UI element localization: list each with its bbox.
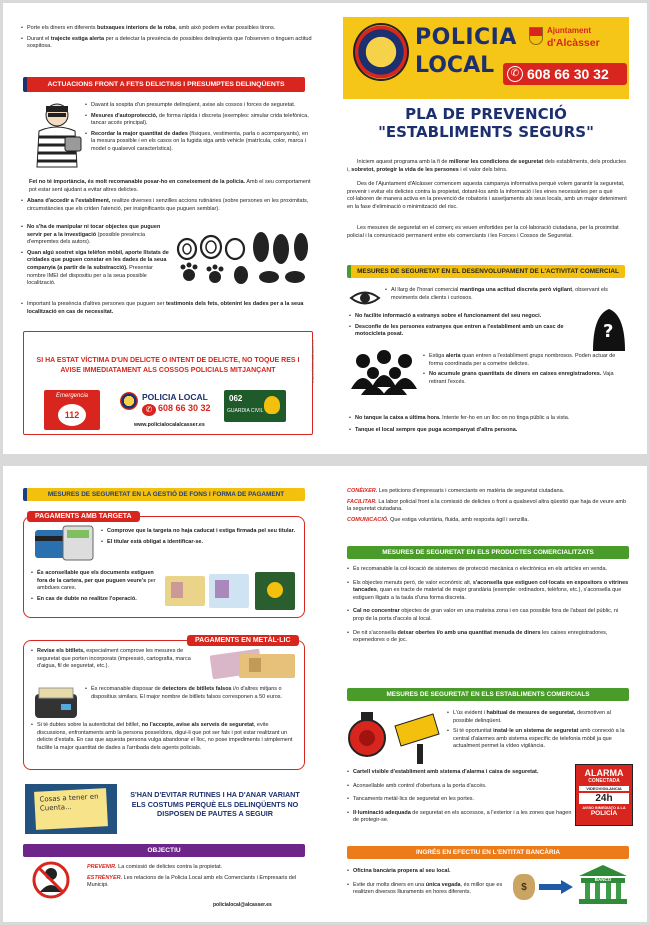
productes-title: MESURES DE SEGURETAT EN ELS PRODUCTES COMERCIALITZATS — [347, 546, 629, 559]
e-bullet-1: • L'ús evident i habitual de mesures de seguretat, desmotiven al possible delinqüent. — [447, 710, 629, 725]
banknotes-icon — [209, 648, 299, 682]
act-bullet-1: • Davant la sospita d'un presumpte delinqüent, avise als cossos i forces de seguretat. — [85, 102, 311, 110]
id-documents-icon — [163, 570, 299, 612]
mt-bullet-1: • Revise els bitllets, especialment comprove les mesures de seguretat que porten incorporats (impressió, cartografia, marca d'aigua, fil de seguretat, etc.). — [31, 648, 207, 671]
objectiu-comunicacio: COMUNICACIÓ. Que estiga voluntària, fluida, amb resposta àgil i senzilla. — [347, 516, 529, 523]
police-badge-small-icon — [120, 392, 138, 410]
page1-right — [325, 3, 647, 454]
m-bullet-7: • Tanque el local sempre que puga acompanyat d'altra persona. — [349, 427, 629, 435]
act-bullet-7: • Important la presència d'altres persones que puguen ser testimonis dels fets, obtenint les dades per a la seua localització en cas de necessitat. — [21, 301, 313, 316]
act-bullet-4: • Abans d'accedir a l'establiment, realitze diverses i senzilles accions rutinàries (sobre persones en les proximitats, circumstàncies que els criden l'atenció, per insignificants que puguen semblar). — [21, 198, 313, 213]
guardia-civil-logo — [224, 390, 286, 422]
gc-number: 062 — [229, 394, 243, 403]
gc-emblem-icon — [264, 396, 280, 414]
t-bullets-1-2 — [101, 528, 297, 549]
footer-phone[interactable]: 608 66 30 32 — [158, 403, 211, 413]
objectiu-coneixer: CONÈIXER. Les peticions d'empresaris i comerciants en matèria de seguretat ciutadana. — [347, 488, 565, 494]
act-bullets-2b — [21, 224, 171, 291]
arrow-right-icon — [539, 880, 573, 894]
t-bullet-2: • El titular està obligat a identificar-se. — [101, 539, 297, 547]
t-bullet-3: • És aconsellable que els documents estiguen fora de la cartera, per que puguen veure's per ambdues cares. — [31, 570, 159, 593]
counterfeit-detector-icon — [31, 684, 81, 722]
mt-bullet-3: • Si té dubtes sobre la autenticitat del bitllet, no l'accepte, avise als serveis de seguretat, evite discussions, enfrontaments amb la persona posseïdora, digui-li que pot ser fals i pot estar realitzant un delicte d'estafa. En cas que aquesta persona vulga abandonar el lloc, no pose impediments i simplement facilite la major quantitat de dades a l'arribada dels agents policials. — [31, 722, 299, 752]
money-bag-icon: $ — [513, 874, 535, 900]
intro-paragraph-1: Iniciem aquest programa amb la fi de millorar les condicions de seguretat dels establiments, dels productes i, sobretot, protegir la vida de les persones i el valor dels béns. — [347, 159, 627, 173]
mesures-activitat-title: MESURES DE SEGURETAT EN EL DESENVOLUPAMENT DE L'ACTIVITAT COMERCIAL — [347, 265, 625, 278]
alarm-sign-line-5: AVISO INMEDIATO A LA — [582, 806, 626, 810]
objectiu-estrenyer: ESTRÈNYER. Les relacions de la Policia Local amb els Comerciants i Empresaris del Municipi. — [87, 874, 297, 889]
establiments-title: MESURES DE SEGURETAT EN ELS ESTABLIMENTS COMERCIALS — [347, 688, 629, 701]
e-bullets-1-2 — [447, 710, 629, 754]
page1-left — [3, 3, 325, 454]
plan-title — [343, 105, 629, 141]
thief-figure-icon — [31, 101, 83, 173]
objectiu-facilitar: FACILITAR. La labor policial front a la comissió de delictes o front a qualsevol altra qüestió que haja de veure amb la seguretat ciutadana. — [347, 498, 627, 513]
fingerprints-footprints-icon — [175, 229, 313, 289]
act-note: Fet no té importància, és molt recomanable posar-ho en coneixement de la policia. Amb el seu comportament pot estar sent ajudant a evitar altres delictes. — [29, 179, 311, 193]
top-bullets — [21, 25, 313, 54]
header-banner — [343, 17, 629, 99]
mt-bullet-1-wrap — [31, 648, 207, 674]
m-bullet-2: • No facilite informació a estranys sobre el funcionament del seu negoci. — [349, 313, 585, 321]
e-bullet-5: • Tancaments metàl·lics de seguretat en les portes. — [347, 796, 573, 804]
page2-left — [3, 466, 325, 922]
m-bullet-3: • Desconfie de les persones estranyes que entren a l'establiment amb un casc de motocicleta posat. — [349, 324, 585, 339]
metalic-title: PAGAMENTS EN METÀL·LIC — [187, 635, 299, 646]
page2-right — [325, 466, 647, 922]
bank-title: INGRÉS EN EFECTIU EN L'ENTITAT BANCÀRIA — [347, 846, 629, 859]
emergency-number: 112 — [58, 404, 86, 426]
alarm-sign-line-1: ALARMA — [584, 768, 624, 778]
m-bullet-6: • No tanque la caixa a última hora. Intente fer-ho en un lloc on no tinga públic a la vista. — [349, 415, 629, 423]
p-bullet-3: • Cal no concentrar objectes de gran valor en una mateixa zona i en cas possible fora de l'abast del públic, ni prop de la porta d'accés al local. — [347, 608, 629, 623]
police-shield-icon — [353, 23, 409, 81]
p-bullets — [347, 566, 629, 648]
ajuntament-line-1: Ajuntament — [547, 26, 591, 35]
act-bullet-5: • No s'ha de manipular ni tocar objectes que puguen servir per a la investigació (possible presència d'empremtes dels autors). — [21, 224, 171, 247]
header-phone-box[interactable] — [503, 63, 627, 85]
intro-paragraph-2: Des de l'Ajuntament d'Alcàsser comencem aquesta campanya informativa perquè volem garantir la seguretat, prevenir i evitar els delictes contra la propietat, dotant-los amb la informació i les eines necessàries per a què col·laboren de manera activa en la prevenció de robatoris i assetjaments als seus locals, amb un major deteniment en la fase d'eliminació o minimització del risc. — [347, 181, 627, 210]
phone-icon: ✆ — [142, 404, 156, 416]
mt-bullet-2: • És recomanable disposar de detectors de bitllets falsos i/o d'altres mitjans o dispositius similars. El major nombre de bitllets falsos corresponen a 50 euros. — [85, 686, 299, 701]
objectiu-items — [87, 864, 301, 890]
bank-building-icon — [577, 864, 629, 904]
objectiu-title: OBJECTIU — [23, 844, 305, 857]
header-phone-icon: ✆ — [507, 66, 523, 82]
fons-title: MESURES DE SEGURETAT EN LA GESTIÓ DE FONS I FORMA DE PAGAMENT — [23, 488, 305, 501]
alarm-sign-line-2: CONECTADA — [588, 778, 620, 784]
objectiu-continued — [347, 488, 629, 524]
footer-policia-local: POLICIA LOCAL — [142, 392, 208, 402]
m-bullets-2-3 — [349, 313, 585, 342]
alarm-sign-line-6: POLICÍA — [590, 810, 618, 817]
m-bullet-1-wrap — [385, 287, 629, 305]
mt-bullet-2-wrap — [85, 686, 299, 704]
emergency-112-logo — [44, 390, 100, 430]
actuacions-title: ACTUACIONS FRONT A FETS DELICTIUS I PRESUMPTES DELINQÜENTS — [23, 77, 305, 92]
act-bullet-3: • Recordar la major quantitat de dades (físiques, vestimenta, parla o acompanyants), en la mesura possible i en els casos on la fugida siga amb vehicle (matrícula, color, marca i model o qualsevol característica). — [85, 131, 311, 154]
page-2 — [3, 466, 647, 922]
act-bullets-2c — [21, 301, 313, 319]
b-bullets — [347, 868, 507, 900]
e-bullet-6: • Il·luminació adequada de seguretat en els accessos, a l'exterior i a les zones que hagen de protegir-se. — [347, 810, 573, 825]
plan-title-line-2: "ESTABLIMENTS SEGURS" — [378, 123, 594, 141]
sticky-note: Cosas a tener en Cuenta... — [34, 788, 108, 830]
top-bullet-2: • Durant el trajecte estiga alerta per a detectar la presència de possibles delinqüents que l'observen o tinguen actitud sospitosa. — [21, 36, 313, 51]
bank-building — [577, 864, 629, 904]
svg-text:?: ? — [603, 321, 614, 342]
m-bullet-4: • Estiga alerta quan entren a l'establiment grups nombrosos. Poden actuar de forma coordinada per a cometre delictes. — [423, 353, 629, 368]
bank-label: BANCO — [594, 877, 612, 882]
p-bullet-2: • Els objectes menuts però, de valor econòmic alt, s'aconsella que estiguen col·locats en expositors o vitrines tancades, quan es tracte de material de major grandària (exemple: ordinadors, telèfons, etc.), s'aconsella que estiguen lligats a la taula d'una forma discreta. — [347, 580, 629, 603]
b-bullet-2: • Evite dur molts diners en una única vegada, és millor que es realitzen diversos lliuraments en hores diferents. — [347, 882, 507, 897]
rutines-text: S'HAN D'EVITAR RUTINES I HA D'ANAR VARIANT ELS COSTUMS PERQUÈ ELS DELINQÜENTS NO DISPOSEN DE PAUTES A SEGUIR — [130, 790, 300, 819]
header-phone-number: 608 66 30 32 — [527, 66, 609, 82]
m-bullets-6-7 — [349, 415, 629, 437]
header-title-policia: POLICIA — [415, 25, 517, 50]
m-bullet-1: • Al llarg de l'horari comercial mantinga una actitud discreta però vigilant, observant els moviments dels clients i curiosos. — [385, 287, 629, 302]
act-bullet-2: • Mesures d'autoprotecció, de forma ràpida i discreta (exemples: simular crida telefònica, tancar accés principal). — [85, 113, 311, 128]
group-people-icon — [349, 349, 419, 395]
alarm-sign-line-4: 24h — [579, 793, 629, 804]
emergency-label: Emergencia — [55, 393, 88, 399]
e-bullet-4: • Aconsellable amb control d'obertura a la porta d'accés. — [347, 783, 573, 791]
alarm-camera-icon — [347, 708, 443, 766]
ajuntament-crest-icon — [529, 27, 543, 45]
note-board — [25, 784, 117, 834]
card-payment-icon — [33, 524, 97, 562]
t-bullets-3-4 — [31, 570, 159, 606]
act-bullets — [85, 102, 311, 157]
header-title-local: LOCAL — [415, 53, 495, 78]
p-bullet-4: • De nit s'aconsella deixar obertes i/o amb una quantitat menuda de diners les caixes enregistradores, expenedores o de joc. — [347, 630, 629, 645]
top-bullet-1: • Porte els diners en diferents butxaques interiors de la roba, amb això podem evitar possibles tirons. — [21, 25, 313, 33]
plan-title-line-1: PLA DE PREVENCIÓ — [405, 105, 567, 123]
m-bullets-4-5 — [423, 353, 629, 389]
alarm-sign-line-3: VIDEOVIGILANCIA — [579, 786, 629, 791]
ajuntament-line-2: d'Alcàsser — [547, 37, 600, 49]
act-bullets-2a — [21, 198, 313, 216]
side-website-text: www.policialocalalcasser.es — [311, 340, 315, 383]
b-bullet-1: • Oficina bancària propera al seu local. — [347, 868, 507, 876]
hooded-suspect-icon — [589, 305, 629, 353]
gc-label: GUARDIA CIVIL — [227, 408, 264, 414]
eye-icon — [349, 287, 381, 309]
t-bullet-1: • Comprove que la targeta no haja caducat i estiga firmada pel seu titular. — [101, 528, 297, 536]
no-thief-icon — [31, 860, 71, 900]
targeta-title: PAGAMENTS AMB TARGETA — [27, 511, 140, 522]
victim-box — [23, 331, 313, 435]
t-bullet-4: • En cas de dubte no realitze l'operació. — [31, 596, 159, 604]
contact-email-link[interactable]: policialocal@alcasser.es — [213, 902, 272, 908]
p-bullet-1: • És recomanable la col·locació de sistemes de protecció mecànica o electrònica en els articles en venda. — [347, 566, 629, 574]
intro-paragraph-3: Les mesures de seguretat en el comerç es veuen enfortides per la col·laboració ciutadana, per la proximitat policial i la comunicació permanent entre els comerciants i les Forces i Cossos de Seguretat. — [347, 225, 619, 239]
e-bullet-2: • Si té oportunitat instal·le un sistema de seguretat amb connexió a la central d'alarmes amb sistema específic de telefonia mòbil ja que actualment permet la vídeo vigilància. — [447, 728, 629, 751]
page-1 — [3, 3, 647, 454]
footer-website-link[interactable]: www.policialocalalcasser.es — [134, 422, 205, 428]
e-bullet-3: • Cartell visible d'establiment amb sistema d'alarma i caixa de seguretat. — [347, 769, 573, 777]
act-bullet-6: • Quan algú sostret siga telèfon mòbil, aporte llistats de cridades que puguen constar en les dades de la seua companyia (a partir de la substracció). Presentar nombre IMEI del dispositiu per a la seua possible localització. — [21, 250, 171, 288]
m-bullet-5: • No acumule grans quantitats de diners en caixes enregistradores. Vaja retirant l'excés. — [423, 371, 629, 386]
alarm-sign — [575, 764, 633, 826]
objectiu-prevenir: PREVENIR. La comissió de delictes contra la propietat. — [87, 864, 223, 870]
e-bullets-3-6 — [347, 769, 573, 828]
victim-text: SI HA ESTAT VÍCTIMA D'UN DELICTE O INTENT DE DELICTE, NO TOQUE RES I AVISE IMMEDIATAMENT ALS COSSOS POLICIALS MITJANÇANT — [36, 357, 300, 374]
mt-bullet-3-wrap — [31, 722, 299, 755]
